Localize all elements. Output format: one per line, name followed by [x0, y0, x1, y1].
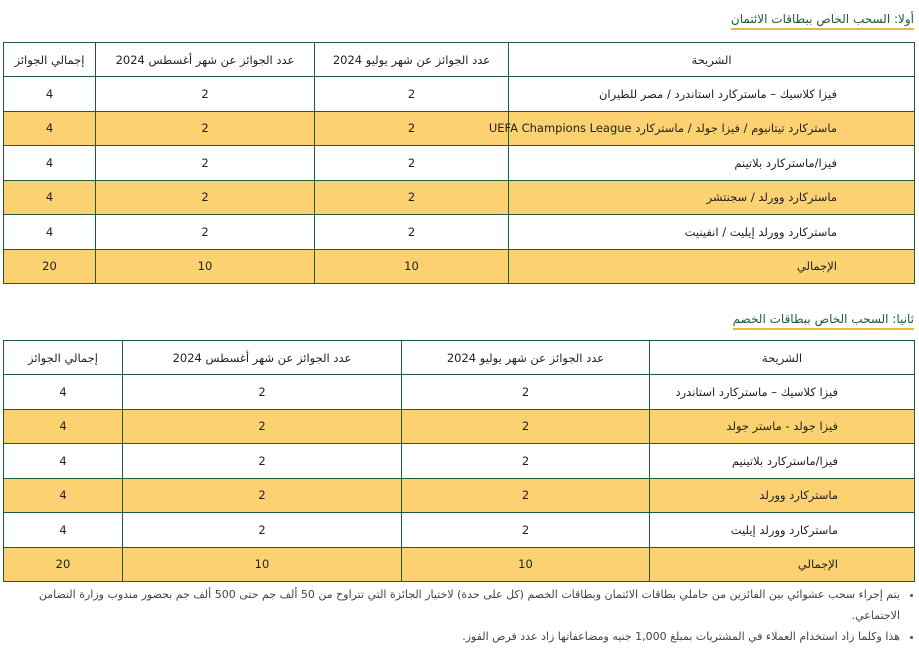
cell-total: 20 [4, 547, 123, 582]
cell-august: 2 [123, 375, 402, 410]
cell-segment: فيزا/ماستركارد بلاتينيم [650, 444, 915, 479]
cell-segment: الإجمالي [509, 249, 915, 284]
header-july: عدد الجوائز عن شهر يوليو 2024 [315, 43, 509, 77]
cell-july: 2 [315, 111, 509, 146]
cell-july: 2 [315, 146, 509, 181]
table-total-row [4, 547, 915, 582]
cell-august: 2 [123, 478, 402, 513]
cell-july: 2 [315, 180, 509, 215]
cell-august: 2 [123, 444, 402, 479]
table-row [4, 409, 915, 444]
notes [3, 584, 914, 647]
section-title-credit [731, 12, 914, 30]
cell-july: 2 [402, 478, 650, 513]
header-segment: الشريحة [509, 43, 915, 77]
table-row [4, 375, 915, 410]
cell-august: 10 [123, 547, 402, 582]
table-row [4, 444, 915, 479]
cell-august: 2 [96, 146, 315, 181]
cell-total: 4 [4, 77, 96, 112]
cell-segment: ماستركارد تيتانيوم / فيزا جولد / ماستركارد UEFA Champions League [509, 111, 915, 146]
cell-total: 20 [4, 249, 96, 284]
cell-august: 2 [96, 111, 315, 146]
header-segment: الشريحة [650, 341, 915, 375]
cell-segment: فيزا جولد - ماستر جولد [650, 409, 915, 444]
table-row [4, 215, 915, 250]
cell-august: 2 [96, 77, 315, 112]
cell-total: 4 [4, 146, 96, 181]
table-row [4, 146, 915, 181]
table-row [4, 77, 915, 112]
cell-july: 2 [402, 513, 650, 548]
cell-segment: ماستركارد وورلد إيليت [650, 513, 915, 548]
cell-august: 2 [96, 180, 315, 215]
cell-segment: ماستركارد وورلد [650, 478, 915, 513]
cell-july: 2 [402, 444, 650, 479]
cell-july: 10 [402, 547, 650, 582]
cell-total: 4 [4, 444, 123, 479]
table-total-row [4, 249, 915, 284]
cell-august: 2 [123, 409, 402, 444]
cell-total: 4 [4, 513, 123, 548]
cell-july: 2 [402, 409, 650, 444]
cell-total: 4 [4, 478, 123, 513]
table-header-row [4, 43, 915, 77]
notes-list [3, 584, 914, 647]
debit-cards-table [3, 340, 915, 582]
section-title-debit [733, 312, 914, 330]
cell-segment: الإجمالي [650, 547, 915, 582]
table-header-row [4, 341, 915, 375]
table-row [4, 513, 915, 548]
header-july: عدد الجوائز عن شهر يوليو 2024 [402, 341, 650, 375]
table-row [4, 111, 915, 146]
note-item: • يتم إجراء سحب عشوائي بين الفائزين من حاملي بطاقات الائتمان وبطاقات الخصم (كل على حدة) لاختيار الجائزة التي تتراوح من 50 ألف جم حتى 500 ألف جم بحضور مندوب وزارة التضامن الاجتماعي. [3, 584, 900, 626]
cell-total: 4 [4, 215, 96, 250]
cell-july: 2 [315, 77, 509, 112]
cell-july: 2 [402, 375, 650, 410]
cell-segment: ماستركارد وورلد إيليت / انفينيت [509, 215, 915, 250]
cell-segment: فيزا كلاسيك – ماستركارد استاندرد [650, 375, 915, 410]
header-total: إجمالي الجوائز [4, 341, 123, 375]
header-august: عدد الجوائز عن شهر أغسطس 2024 [96, 43, 315, 77]
note-item: • هذا وكلما زاد استخدام العملاء في المشتريات بمبلغ 1,000 جنيه ومضاعفاتها زاد عدد فرص الفوز. [3, 626, 900, 647]
credit-cards-table [3, 42, 915, 284]
title-underline [731, 28, 914, 30]
cell-segment: فيزا كلاسيك – ماستركارد استاندرد / مصر للطيران [509, 77, 915, 112]
section-title-credit-text: أولا: السحب الخاص ببطاقات الائتمان [730, 12, 914, 26]
cell-july: 2 [315, 215, 509, 250]
cell-total: 4 [4, 409, 123, 444]
cell-august: 2 [96, 215, 315, 250]
table-row [4, 180, 915, 215]
cell-segment: فيزا/ماستركارد بلاتينم [509, 146, 915, 181]
cell-total: 4 [4, 180, 96, 215]
cell-august: 10 [96, 249, 315, 284]
table-row [4, 478, 915, 513]
cell-august: 2 [123, 513, 402, 548]
cell-july: 10 [315, 249, 509, 284]
cell-segment: ماستركارد وورلد / سجنتشر [509, 180, 915, 215]
header-august: عدد الجوائز عن شهر أغسطس 2024 [123, 341, 402, 375]
cell-total: 4 [4, 111, 96, 146]
cell-total: 4 [4, 375, 123, 410]
header-total: إجمالي الجوائز [4, 43, 96, 77]
section-title-debit-text: ثانيا: السحب الخاص ببطاقات الخصم [732, 312, 914, 326]
title-underline [733, 328, 914, 330]
